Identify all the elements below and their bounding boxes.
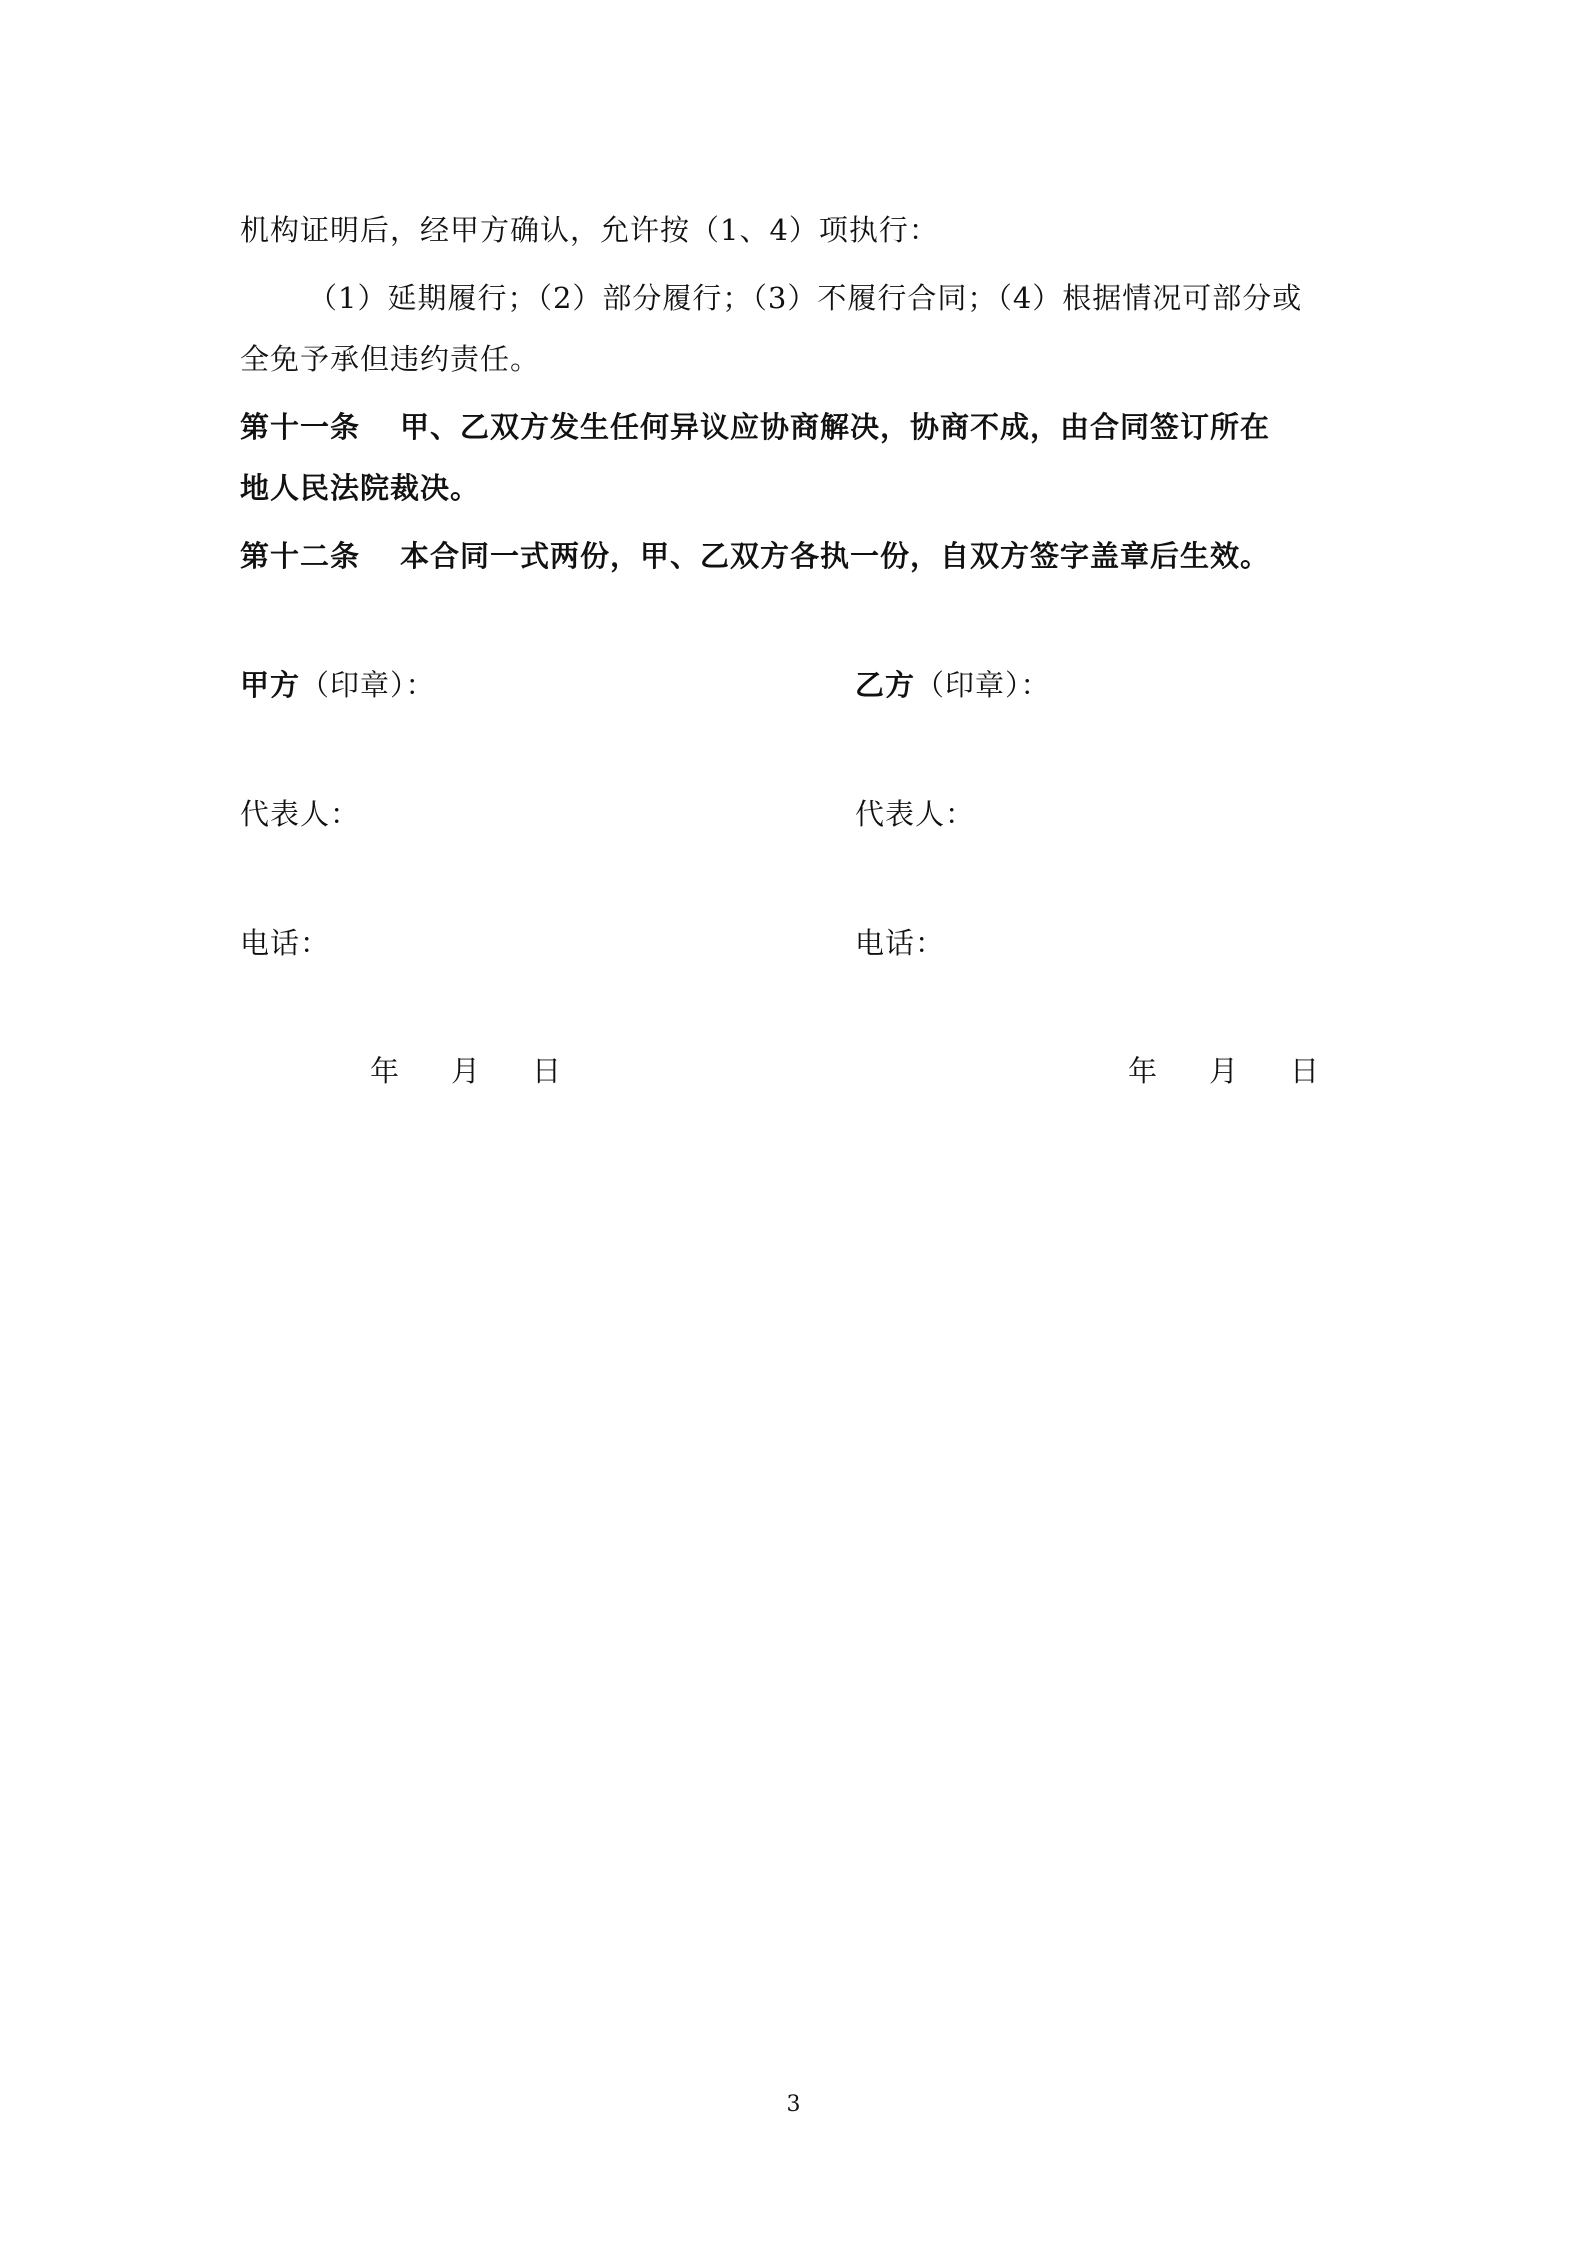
party-b-seal-label	[855, 665, 1051, 705]
party-a-date-month: 月	[451, 1054, 481, 1088]
body-line-1: 机构证明后，经甲方确认，允许按（1、4）项执行：	[240, 213, 939, 247]
party-b-date-day: 日	[1290, 1054, 1320, 1088]
article-11	[240, 407, 1270, 447]
article-11-text: 甲、乙双方发生任何异议应协商解决，协商不成，由合同签订所在	[400, 410, 1271, 444]
party-a-representative-label: 代表人：	[240, 797, 361, 831]
party-b-seal: （印章）：	[915, 668, 1051, 702]
page-number: 3	[786, 2092, 801, 2117]
article-12-text: 本合同一式两份，甲、乙双方各执一份，自双方签字盖章后生效。	[400, 539, 1271, 573]
party-a-date-year: 年	[370, 1054, 400, 1088]
party-b-date-year: 年	[1128, 1054, 1158, 1088]
party-a-date-day: 日	[532, 1054, 562, 1088]
article-11-continuation: 地人民法院裁决。	[240, 471, 481, 505]
party-b-name: 乙方	[855, 668, 916, 702]
party-b-phone-label: 电话：	[855, 926, 946, 960]
article-12-label: 第十二条	[240, 539, 361, 573]
party-a-seal-label	[240, 665, 436, 705]
party-a-phone-label: 电话：	[240, 926, 331, 960]
body-line-2: （1）延期履行；（2）部分履行；（3）不履行合同；（4）根据情况可部分或	[308, 281, 1303, 315]
article-11-label: 第十一条	[240, 410, 361, 444]
party-a-name: 甲方	[240, 668, 301, 702]
party-b-date-month: 月	[1209, 1054, 1239, 1088]
party-a-seal: （印章）：	[300, 668, 436, 702]
article-12	[240, 536, 1270, 576]
party-b-representative-label: 代表人：	[855, 797, 976, 831]
body-line-3: 全免予承但违约责任。	[240, 342, 541, 376]
